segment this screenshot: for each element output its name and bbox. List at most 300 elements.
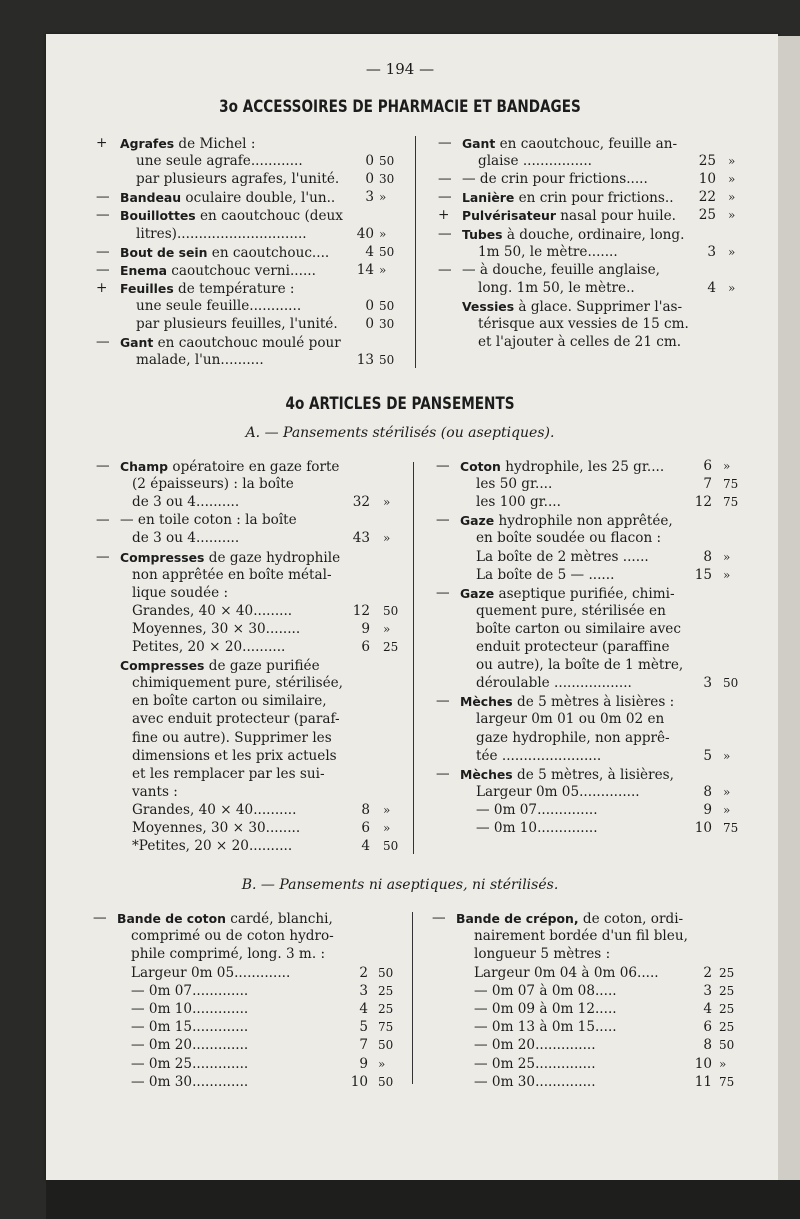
item-text bbox=[476, 621, 681, 638]
price-francs: 2 bbox=[703, 964, 712, 981]
price-francs: 3 bbox=[359, 982, 368, 999]
item-text bbox=[136, 316, 338, 333]
item-text bbox=[132, 567, 332, 584]
item-description: caoutchouc verni...... bbox=[166, 262, 316, 279]
item-description: glaise ................ bbox=[478, 153, 592, 170]
price-francs: 8 bbox=[703, 783, 712, 800]
item-text bbox=[476, 657, 683, 674]
price-line bbox=[96, 639, 413, 656]
item-description: long. 1m 50, le mètre.. bbox=[478, 279, 635, 296]
item-text bbox=[476, 820, 598, 837]
price-centimes: » bbox=[728, 208, 736, 223]
price-line bbox=[96, 352, 409, 369]
item-description: les 50 gr.... bbox=[476, 476, 553, 493]
item-marker: — bbox=[436, 765, 450, 782]
item-description: La boîte de 2 mètres ...... bbox=[476, 548, 649, 565]
price-line bbox=[436, 567, 753, 584]
item-name: Pulvérisateur bbox=[462, 208, 556, 224]
price-line bbox=[96, 171, 409, 188]
item-name: Mèches bbox=[460, 694, 513, 710]
item-description: (2 épaisseurs) : la boîte bbox=[132, 476, 294, 493]
item-name: Bouillottes bbox=[120, 208, 196, 224]
price-francs: 4 bbox=[707, 279, 716, 296]
item-name: Gaze bbox=[460, 585, 495, 601]
page-shadow bbox=[46, 1180, 800, 1219]
item-description: nairement bordée d'un fil bleu, bbox=[474, 928, 688, 945]
price-francs: 7 bbox=[359, 1037, 368, 1054]
price-francs: 11 bbox=[694, 1073, 712, 1090]
item-marker: — bbox=[96, 334, 110, 351]
item-description: de 5 mètres à lisières : bbox=[512, 694, 675, 711]
price-francs: 3 bbox=[365, 189, 374, 206]
item-text bbox=[476, 639, 670, 656]
price-francs: 5 bbox=[359, 1019, 368, 1036]
price-line bbox=[432, 928, 749, 945]
item-marker: — bbox=[432, 910, 446, 926]
item-description: hydrophile non apprêtée, bbox=[494, 513, 673, 530]
price-centimes: 25 bbox=[719, 1020, 735, 1035]
price-centimes: » bbox=[723, 459, 731, 473]
item-marker: — bbox=[96, 548, 110, 565]
price-centimes: » bbox=[383, 495, 391, 510]
item-description: de 5 mètres, à lisières, bbox=[512, 766, 674, 783]
price-francs: 10 bbox=[694, 1055, 712, 1072]
item-text bbox=[474, 983, 617, 1000]
price-line bbox=[438, 280, 758, 297]
item-description: par plusieurs agrafes, l'unité. bbox=[136, 171, 340, 188]
item-marker: — bbox=[438, 171, 452, 188]
item-text bbox=[476, 784, 640, 801]
price-line bbox=[432, 1074, 749, 1091]
price-line bbox=[436, 675, 753, 692]
item-description: en crin pour frictions.. bbox=[514, 190, 674, 207]
price-line bbox=[438, 153, 758, 170]
price-line bbox=[96, 135, 409, 152]
price-centimes: » bbox=[383, 821, 391, 835]
price-centimes: 50 bbox=[378, 965, 394, 980]
price-francs: 6 bbox=[703, 458, 712, 474]
item-name: Agrafes bbox=[120, 136, 175, 151]
page-edge bbox=[778, 36, 800, 1219]
item-text bbox=[120, 135, 255, 153]
price-centimes: 25 bbox=[378, 1002, 394, 1016]
item-text bbox=[460, 693, 674, 711]
price-francs: 25 bbox=[698, 207, 716, 224]
item-description: — 0m 25.............. bbox=[474, 1055, 596, 1072]
item-text bbox=[131, 983, 248, 1000]
price-centimes: » bbox=[383, 621, 391, 636]
price-line bbox=[96, 585, 413, 602]
price-centimes: 75 bbox=[723, 477, 739, 492]
item-text bbox=[132, 621, 300, 638]
item-description: — 0m 10............. bbox=[131, 1001, 249, 1017]
item-description: Petites, 20 × 20.......... bbox=[132, 639, 286, 655]
item-text bbox=[120, 262, 316, 280]
price-centimes: » bbox=[723, 802, 731, 817]
item-description: à glace. Supprimer l'as- bbox=[514, 298, 683, 315]
price-line bbox=[438, 334, 758, 351]
price-centimes: » bbox=[383, 531, 391, 546]
item-text bbox=[462, 207, 676, 225]
price-line bbox=[438, 135, 758, 152]
item-description: une seule feuille............ bbox=[136, 297, 302, 314]
item-description: lique soudée : bbox=[132, 584, 229, 601]
item-text bbox=[478, 153, 592, 170]
price-francs: 14 bbox=[356, 261, 374, 278]
item-text bbox=[462, 135, 677, 153]
item-marker: — bbox=[438, 261, 452, 278]
price-line bbox=[93, 1056, 408, 1073]
price-line bbox=[96, 316, 409, 333]
price-line bbox=[96, 748, 413, 765]
item-description: Moyennes, 30 × 30........ bbox=[132, 620, 301, 637]
item-text bbox=[462, 189, 674, 207]
item-text bbox=[136, 153, 303, 170]
price-francs: 10 bbox=[698, 171, 716, 188]
item-text bbox=[131, 1037, 248, 1054]
section-3-title: 3o ACCESSOIRES DE PHARMACIE ET BANDAGES bbox=[219, 97, 581, 117]
item-text bbox=[476, 711, 664, 728]
price-line bbox=[96, 226, 409, 243]
item-text bbox=[476, 549, 649, 566]
price-line bbox=[96, 189, 409, 206]
price-centimes: 50 bbox=[378, 1074, 394, 1089]
item-description: de gaze hydrophile bbox=[204, 549, 341, 566]
item-text bbox=[462, 298, 682, 316]
price-centimes: 30 bbox=[379, 172, 395, 187]
price-francs: 40 bbox=[356, 225, 374, 242]
item-description: — 0m 15............. bbox=[131, 1019, 249, 1036]
price-centimes: 30 bbox=[379, 317, 395, 331]
item-marker: — bbox=[436, 512, 450, 529]
price-centimes: » bbox=[723, 784, 731, 799]
price-centimes: 50 bbox=[379, 353, 395, 368]
price-francs: 22 bbox=[698, 189, 716, 206]
price-line bbox=[436, 657, 753, 674]
item-description: Grandes, 40 × 40......... bbox=[132, 602, 293, 619]
price-line bbox=[438, 207, 758, 224]
item-description: boîte carton ou similaire avec bbox=[476, 620, 681, 637]
price-line bbox=[93, 946, 408, 963]
price-centimes: 75 bbox=[723, 495, 739, 510]
price-francs: 6 bbox=[361, 639, 370, 655]
price-centimes: » bbox=[723, 567, 731, 582]
item-text bbox=[474, 928, 688, 945]
item-name: Bout de sein bbox=[120, 244, 208, 260]
price-line bbox=[93, 1019, 408, 1036]
price-line bbox=[436, 458, 753, 475]
item-description: de température : bbox=[173, 280, 295, 297]
price-centimes: 25 bbox=[383, 640, 399, 654]
price-line bbox=[432, 983, 749, 1000]
price-line bbox=[436, 494, 753, 511]
item-description: et les remplacer par les sui- bbox=[132, 765, 325, 782]
price-line bbox=[96, 802, 413, 819]
price-centimes: » bbox=[723, 549, 731, 564]
subsection-a-title: A. — Pansements stérilisés (ou aseptiques). bbox=[245, 425, 555, 441]
item-text bbox=[474, 1001, 617, 1018]
item-description: 1m 50, le mètre....... bbox=[478, 243, 618, 260]
price-francs: 0 bbox=[365, 297, 374, 314]
price-line bbox=[436, 711, 753, 728]
item-description: phile comprimé, long. 3 m. : bbox=[131, 946, 326, 963]
item-description: — 0m 07 à 0m 08..... bbox=[474, 982, 617, 999]
price-line bbox=[436, 639, 753, 656]
column-divider bbox=[413, 462, 414, 854]
item-description: dimensions et les prix actuels bbox=[132, 747, 337, 764]
page-number: — 194 — bbox=[365, 60, 435, 78]
price-line bbox=[93, 1074, 408, 1091]
item-text bbox=[132, 784, 178, 801]
item-marker: — bbox=[436, 458, 450, 474]
item-text bbox=[476, 675, 632, 692]
price-line bbox=[96, 820, 413, 837]
price-centimes: » bbox=[378, 1056, 386, 1071]
price-centimes: 25 bbox=[719, 983, 735, 998]
price-line bbox=[96, 838, 413, 855]
item-text bbox=[131, 965, 290, 982]
item-text bbox=[120, 280, 295, 298]
item-description: — de crin pour frictions..... bbox=[462, 171, 648, 188]
item-description: Largeur 0m 05.............. bbox=[476, 783, 640, 800]
item-marker: — bbox=[96, 458, 110, 474]
item-description: en boîte soudée ou flacon : bbox=[476, 530, 662, 547]
price-francs: 6 bbox=[703, 1019, 712, 1036]
price-francs: 4 bbox=[365, 243, 374, 260]
price-francs: 15 bbox=[694, 566, 712, 583]
item-description: en caoutchouc (deux bbox=[195, 208, 343, 225]
item-name: Tubes bbox=[462, 226, 503, 242]
item-text bbox=[131, 1019, 248, 1036]
item-description: et l'ajouter à celles de 21 cm. bbox=[478, 334, 682, 351]
price-line bbox=[438, 189, 758, 206]
price-line bbox=[436, 730, 753, 747]
item-text bbox=[460, 585, 675, 603]
item-name: Compresses bbox=[120, 658, 205, 674]
item-description: quement pure, stérilisée en bbox=[476, 602, 666, 619]
item-description: en boîte carton ou similaire, bbox=[132, 693, 327, 710]
price-francs: 4 bbox=[361, 838, 370, 855]
price-line bbox=[96, 693, 413, 710]
item-description: *Petites, 20 × 20.......... bbox=[132, 838, 293, 855]
item-marker: — bbox=[436, 584, 450, 601]
item-marker: — bbox=[436, 693, 450, 710]
item-text bbox=[462, 171, 648, 188]
item-description: — 0m 25............. bbox=[131, 1055, 249, 1072]
item-description: une seule agrafe............ bbox=[136, 153, 303, 170]
item-text bbox=[132, 766, 325, 783]
item-marker: — bbox=[96, 207, 110, 224]
price-centimes: » bbox=[728, 190, 736, 205]
price-line bbox=[96, 153, 409, 170]
item-text bbox=[132, 802, 296, 819]
price-centimes: » bbox=[719, 1056, 727, 1071]
item-description: malade, l'un.......... bbox=[136, 352, 264, 369]
price-line bbox=[96, 567, 413, 584]
item-description: les 100 gr.... bbox=[476, 494, 561, 511]
price-line bbox=[96, 603, 413, 620]
item-description: largeur 0m 01 ou 0m 02 en bbox=[476, 711, 665, 728]
item-description: gaze hydrophile, non apprê- bbox=[476, 729, 670, 746]
price-francs: 4 bbox=[703, 1001, 712, 1017]
item-description: — 0m 30.............. bbox=[474, 1073, 596, 1090]
item-text bbox=[478, 280, 635, 297]
item-text bbox=[132, 748, 337, 765]
price-centimes: 50 bbox=[379, 244, 395, 259]
item-description: avec enduit protecteur (paraf- bbox=[132, 711, 340, 728]
price-line bbox=[96, 458, 413, 475]
price-line bbox=[96, 766, 413, 783]
price-line bbox=[436, 549, 753, 566]
item-text bbox=[476, 476, 552, 493]
price-line bbox=[438, 226, 758, 243]
price-francs: 10 bbox=[694, 820, 712, 836]
item-name: Mèches bbox=[460, 766, 513, 782]
item-text bbox=[136, 352, 264, 369]
item-name: Gant bbox=[120, 335, 154, 351]
price-line bbox=[93, 928, 408, 945]
item-text bbox=[132, 603, 292, 620]
item-description: hydrophile, les 25 gr.... bbox=[500, 459, 665, 475]
item-description: oculaire double, l'un.. bbox=[181, 190, 336, 207]
price-centimes: 50 bbox=[383, 603, 399, 618]
price-line bbox=[436, 802, 753, 819]
price-line bbox=[93, 910, 408, 927]
price-francs: 4 bbox=[359, 1001, 368, 1017]
item-text bbox=[120, 334, 341, 352]
price-line bbox=[436, 621, 753, 638]
price-francs: 0 bbox=[365, 316, 374, 332]
price-centimes: 50 bbox=[379, 298, 395, 313]
item-description: en caoutchouc, feuille an- bbox=[495, 136, 678, 152]
price-line bbox=[96, 530, 413, 547]
item-description: de Michel : bbox=[174, 136, 256, 152]
item-description: — 0m 10.............. bbox=[476, 820, 598, 836]
item-text bbox=[132, 639, 285, 656]
item-text bbox=[120, 207, 343, 225]
price-line bbox=[436, 476, 753, 493]
item-description: en caoutchouc.... bbox=[207, 244, 330, 261]
item-text bbox=[460, 512, 673, 530]
price-line bbox=[96, 512, 413, 529]
price-centimes: 50 bbox=[719, 1038, 735, 1053]
item-text bbox=[456, 910, 683, 928]
item-description: vants : bbox=[132, 783, 178, 800]
price-centimes: » bbox=[379, 262, 387, 277]
item-description: fine ou autre). Supprimer les bbox=[132, 729, 332, 746]
item-name: Gaze bbox=[460, 513, 495, 529]
price-line bbox=[436, 820, 753, 837]
item-description: — en toile coton : la boîte bbox=[120, 512, 297, 529]
item-text bbox=[476, 802, 598, 819]
item-text bbox=[120, 512, 297, 529]
item-description: comprimé ou de coton hydro- bbox=[131, 928, 334, 945]
price-line bbox=[96, 494, 413, 511]
price-line bbox=[436, 766, 753, 783]
item-marker: — bbox=[96, 261, 110, 278]
item-text bbox=[136, 298, 301, 315]
item-name: Feuilles bbox=[120, 280, 174, 296]
price-centimes: 25 bbox=[719, 1002, 735, 1016]
item-text bbox=[132, 585, 228, 602]
price-line bbox=[438, 298, 758, 315]
price-line bbox=[93, 1001, 408, 1018]
item-name: Lanière bbox=[462, 190, 515, 206]
item-description: — 0m 07.............. bbox=[476, 801, 598, 818]
column-divider bbox=[412, 912, 413, 1084]
item-text bbox=[476, 567, 614, 584]
item-description: de 3 ou 4.......... bbox=[132, 494, 240, 511]
price-francs: 9 bbox=[703, 801, 712, 818]
price-centimes: 75 bbox=[723, 821, 739, 835]
price-line bbox=[96, 675, 413, 692]
item-description: Grandes, 40 × 40.......... bbox=[132, 801, 297, 818]
price-francs: 10 bbox=[350, 1073, 368, 1090]
price-centimes: » bbox=[728, 172, 736, 187]
item-text bbox=[120, 458, 339, 476]
price-francs: 8 bbox=[703, 1037, 712, 1054]
price-francs: 32 bbox=[352, 494, 370, 511]
price-line bbox=[436, 512, 753, 529]
price-line bbox=[436, 748, 753, 765]
price-centimes: » bbox=[383, 802, 391, 817]
item-text bbox=[120, 244, 329, 262]
price-line bbox=[96, 711, 413, 728]
price-francs: 9 bbox=[359, 1055, 368, 1072]
item-text bbox=[131, 1074, 248, 1091]
price-line bbox=[93, 965, 408, 982]
item-text bbox=[478, 334, 681, 351]
item-description: opératoire en gaze forte bbox=[168, 459, 340, 475]
price-centimes: 25 bbox=[719, 965, 735, 980]
price-francs: 9 bbox=[361, 620, 370, 637]
item-marker: — bbox=[438, 225, 452, 242]
item-description: à douche, ordinaire, long. bbox=[502, 226, 685, 243]
item-text bbox=[474, 1056, 596, 1073]
price-line bbox=[93, 1037, 408, 1054]
item-text bbox=[462, 262, 660, 279]
price-francs: 7 bbox=[703, 476, 712, 493]
item-text bbox=[476, 530, 661, 547]
price-line bbox=[96, 280, 409, 297]
item-description: de gaze purifiée bbox=[204, 658, 320, 675]
price-centimes: 50 bbox=[379, 154, 395, 169]
price-line bbox=[432, 1019, 749, 1036]
item-description: non apprêtée en boîte métal- bbox=[132, 566, 332, 583]
price-francs: 6 bbox=[361, 820, 370, 836]
item-description: — 0m 09 à 0m 12..... bbox=[474, 1001, 617, 1017]
item-description: en caoutchouc moulé pour bbox=[153, 335, 341, 352]
item-marker: — bbox=[438, 189, 452, 206]
item-description: Moyennes, 30 × 30........ bbox=[132, 820, 301, 836]
item-description: — 0m 20............. bbox=[131, 1037, 249, 1054]
item-description: — 0m 07............. bbox=[131, 982, 249, 999]
item-description: térisque aux vessies de 15 cm. bbox=[478, 316, 689, 332]
price-francs: 8 bbox=[361, 801, 370, 818]
item-text bbox=[132, 711, 340, 728]
price-line bbox=[436, 603, 753, 620]
price-francs: 0 bbox=[365, 153, 374, 170]
price-francs: 5 bbox=[703, 747, 712, 764]
section-4-title: 4o ARTICLES DE PANSEMENTS bbox=[285, 394, 515, 414]
item-description: chimiquement pure, stérilisée, bbox=[132, 675, 343, 692]
item-description: — à douche, feuille anglaise, bbox=[462, 261, 660, 278]
item-marker: — bbox=[96, 512, 110, 529]
item-name: Enema bbox=[120, 262, 167, 278]
price-line bbox=[96, 262, 409, 279]
item-description: déroulable .................. bbox=[476, 675, 632, 692]
item-description: de coton, ordi- bbox=[578, 911, 684, 927]
